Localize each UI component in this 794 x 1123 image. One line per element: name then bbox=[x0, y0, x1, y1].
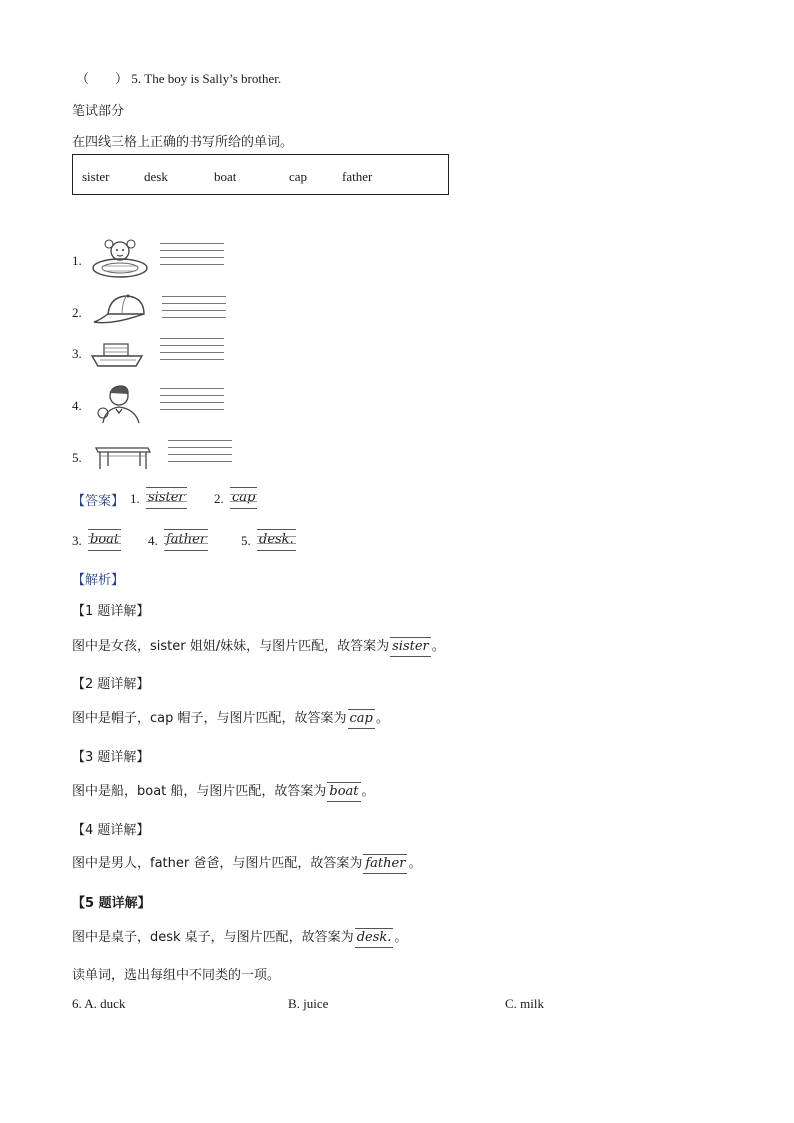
word-bank-item: boat bbox=[214, 169, 237, 184]
item-number: 4. bbox=[72, 398, 82, 413]
detail-sentence: 图中是桌子，desk 桌子，与图片匹配，故答案为 bbox=[72, 930, 354, 945]
item-number: 5. bbox=[72, 450, 82, 465]
handwriting-answer: boat bbox=[88, 529, 121, 551]
father-icon bbox=[93, 383, 143, 423]
item-number: 1. bbox=[72, 253, 82, 268]
detail-text bbox=[72, 926, 407, 948]
instruction-odd-one-out: 读单词，选出每组中不同类的一项。 bbox=[72, 968, 281, 983]
detail-end: 。 bbox=[408, 856, 422, 871]
analysis-label: 【解析】 bbox=[72, 573, 125, 588]
cap-icon bbox=[92, 292, 148, 328]
question-5 bbox=[76, 68, 281, 87]
handwriting-answer: sister bbox=[146, 487, 187, 509]
word-bank-box bbox=[72, 154, 449, 195]
writing-lines[interactable] bbox=[162, 296, 226, 324]
detail-heading: 【3 题详解】 bbox=[72, 750, 150, 765]
detail-sentence: 图中是帽子，cap 帽子，与图片匹配，故答案为 bbox=[72, 711, 347, 726]
detail-text bbox=[72, 852, 421, 874]
detail-sentence: 图中是女孩，sister 姐姐/妹妹，与图片匹配，故答案为 bbox=[72, 639, 390, 654]
detail-text bbox=[72, 635, 445, 657]
word-bank-item: desk bbox=[144, 169, 168, 184]
boat-icon bbox=[90, 338, 144, 370]
desk-icon bbox=[94, 442, 152, 470]
handwriting-answer: cap bbox=[348, 709, 375, 729]
detail-end: 。 bbox=[431, 639, 445, 654]
writing-lines[interactable] bbox=[160, 388, 224, 416]
writing-lines[interactable] bbox=[168, 440, 232, 468]
question-6-option-a: 6. A. duck bbox=[72, 996, 126, 1011]
detail-text bbox=[72, 707, 389, 729]
detail-heading: 【1 题详解】 bbox=[72, 604, 150, 619]
question-6-option-b: B. juice bbox=[288, 996, 329, 1011]
answer-number: 3. bbox=[72, 533, 82, 548]
item-number: 3. bbox=[72, 346, 82, 361]
word-bank-item: father bbox=[342, 169, 373, 184]
detail-heading: 【5 题详解】 bbox=[72, 896, 151, 911]
handwriting-answer: father bbox=[363, 854, 407, 874]
answer-number: 1. bbox=[130, 491, 140, 506]
answer-label: 【答案】 bbox=[72, 494, 125, 509]
question-5-text: 5. The boy is Sally’s brother. bbox=[131, 71, 282, 86]
question-6-option-c: C. milk bbox=[505, 996, 545, 1011]
detail-end: 。 bbox=[394, 930, 408, 945]
item-number: 2. bbox=[72, 305, 82, 320]
handwriting-answer: desk. bbox=[355, 928, 394, 948]
writing-lines[interactable] bbox=[160, 243, 224, 271]
handwriting-answer: sister bbox=[390, 637, 431, 657]
girl-in-swim-ring-icon bbox=[90, 238, 150, 280]
detail-end: 。 bbox=[361, 784, 375, 799]
answer-parenthesis: （ ） bbox=[76, 71, 129, 86]
handwriting-answer: desk. bbox=[257, 529, 296, 551]
answer-number: 5. bbox=[241, 533, 251, 548]
detail-sentence: 图中是男人，father 爸爸，与图片匹配，故答案为 bbox=[72, 856, 363, 871]
detail-text bbox=[72, 780, 375, 802]
answer-number: 2. bbox=[214, 491, 224, 506]
word-bank-item: cap bbox=[289, 169, 308, 184]
handwriting-answer: boat bbox=[327, 782, 360, 802]
handwriting-answer: father bbox=[164, 529, 208, 551]
detail-heading: 【2 题详解】 bbox=[72, 677, 150, 692]
answer-number: 4. bbox=[148, 533, 158, 548]
section-heading-written: 笔试部分 bbox=[72, 104, 125, 119]
instruction-copy-words: 在四线三格上正确的书写所给的单词。 bbox=[72, 135, 294, 150]
handwriting-answer: cap bbox=[230, 487, 257, 509]
detail-end: 。 bbox=[375, 711, 389, 726]
detail-heading: 【4 题详解】 bbox=[72, 823, 150, 838]
word-bank-item: sister bbox=[82, 169, 110, 184]
detail-sentence: 图中是船，boat 船，与图片匹配，故答案为 bbox=[72, 784, 327, 799]
writing-lines[interactable] bbox=[160, 338, 224, 366]
